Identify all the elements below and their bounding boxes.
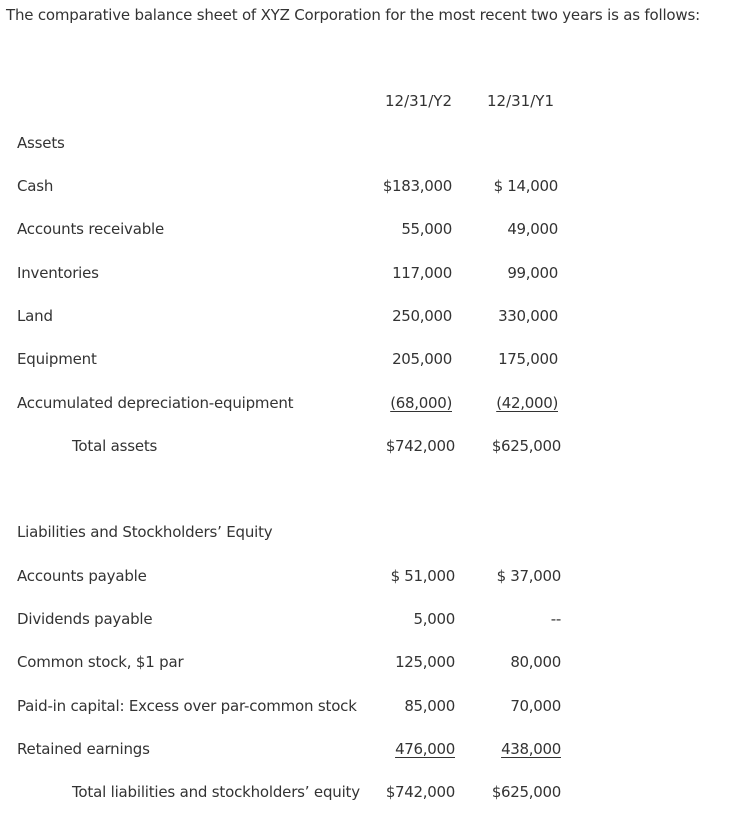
row-value-y2: 117,000 (392, 264, 452, 282)
row-value-y1: 330,000 (498, 307, 558, 325)
assets-heading: Assets (17, 134, 65, 152)
row-value-y2: $183,000 (382, 177, 452, 195)
row-value-y1: 80,000 (510, 653, 561, 671)
row-value-y1: $ 37,000 (496, 567, 561, 585)
row-label: Retained earnings (17, 740, 150, 758)
row-label: Accumulated depreciation-equipment (17, 394, 294, 412)
row-value-y1: 175,000 (498, 350, 558, 368)
total-liabilities-y1: $625,000 (491, 783, 561, 801)
column-header-y2: 12/31/Y2 (385, 92, 452, 110)
row-value-y2: (68,000) (390, 394, 452, 412)
row-label: Accounts payable (17, 567, 147, 585)
row-value-y1: 49,000 (507, 220, 558, 238)
row-value-y2: $ 51,000 (390, 567, 455, 585)
intro-text: The comparative balance sheet of XYZ Corporation for the most recent two years is as follows: (6, 6, 700, 24)
total-assets-label: Total assets (72, 437, 158, 455)
row-value-y2: 125,000 (395, 653, 455, 671)
row-value-y2: 85,000 (404, 697, 455, 715)
row-value-y1: 438,000 (501, 740, 561, 758)
row-value-y1: -- (550, 610, 561, 628)
row-value-y2: 5,000 (413, 610, 455, 628)
row-value-y1: 70,000 (510, 697, 561, 715)
row-value-y2: 476,000 (395, 740, 455, 758)
row-value-y1: $ 14,000 (493, 177, 558, 195)
row-label: Common stock, $1 par (17, 653, 184, 671)
total-liabilities-y2: $742,000 (385, 783, 455, 801)
row-label: Inventories (17, 264, 99, 282)
liabilities-heading: Liabilities and Stockholders’ Equity (17, 523, 273, 541)
row-label: Dividends payable (17, 610, 153, 628)
row-label: Cash (17, 177, 54, 195)
row-value-y2: 250,000 (392, 307, 452, 325)
row-value-y1: (42,000) (496, 394, 558, 412)
row-value-y1: 99,000 (507, 264, 558, 282)
total-assets-y2: $742,000 (385, 437, 455, 455)
total-assets-y1: $625,000 (491, 437, 561, 455)
row-value-y2: 205,000 (392, 350, 452, 368)
total-liabilities-label: Total liabilities and stockholders’ equity (72, 783, 360, 801)
row-label: Land (17, 307, 53, 325)
row-label: Paid-in capital: Excess over par-common stock (17, 697, 357, 715)
row-label: Accounts receivable (17, 220, 165, 238)
column-header-y1: 12/31/Y1 (487, 92, 554, 110)
row-label: Equipment (17, 350, 97, 368)
row-value-y2: 55,000 (401, 220, 452, 238)
